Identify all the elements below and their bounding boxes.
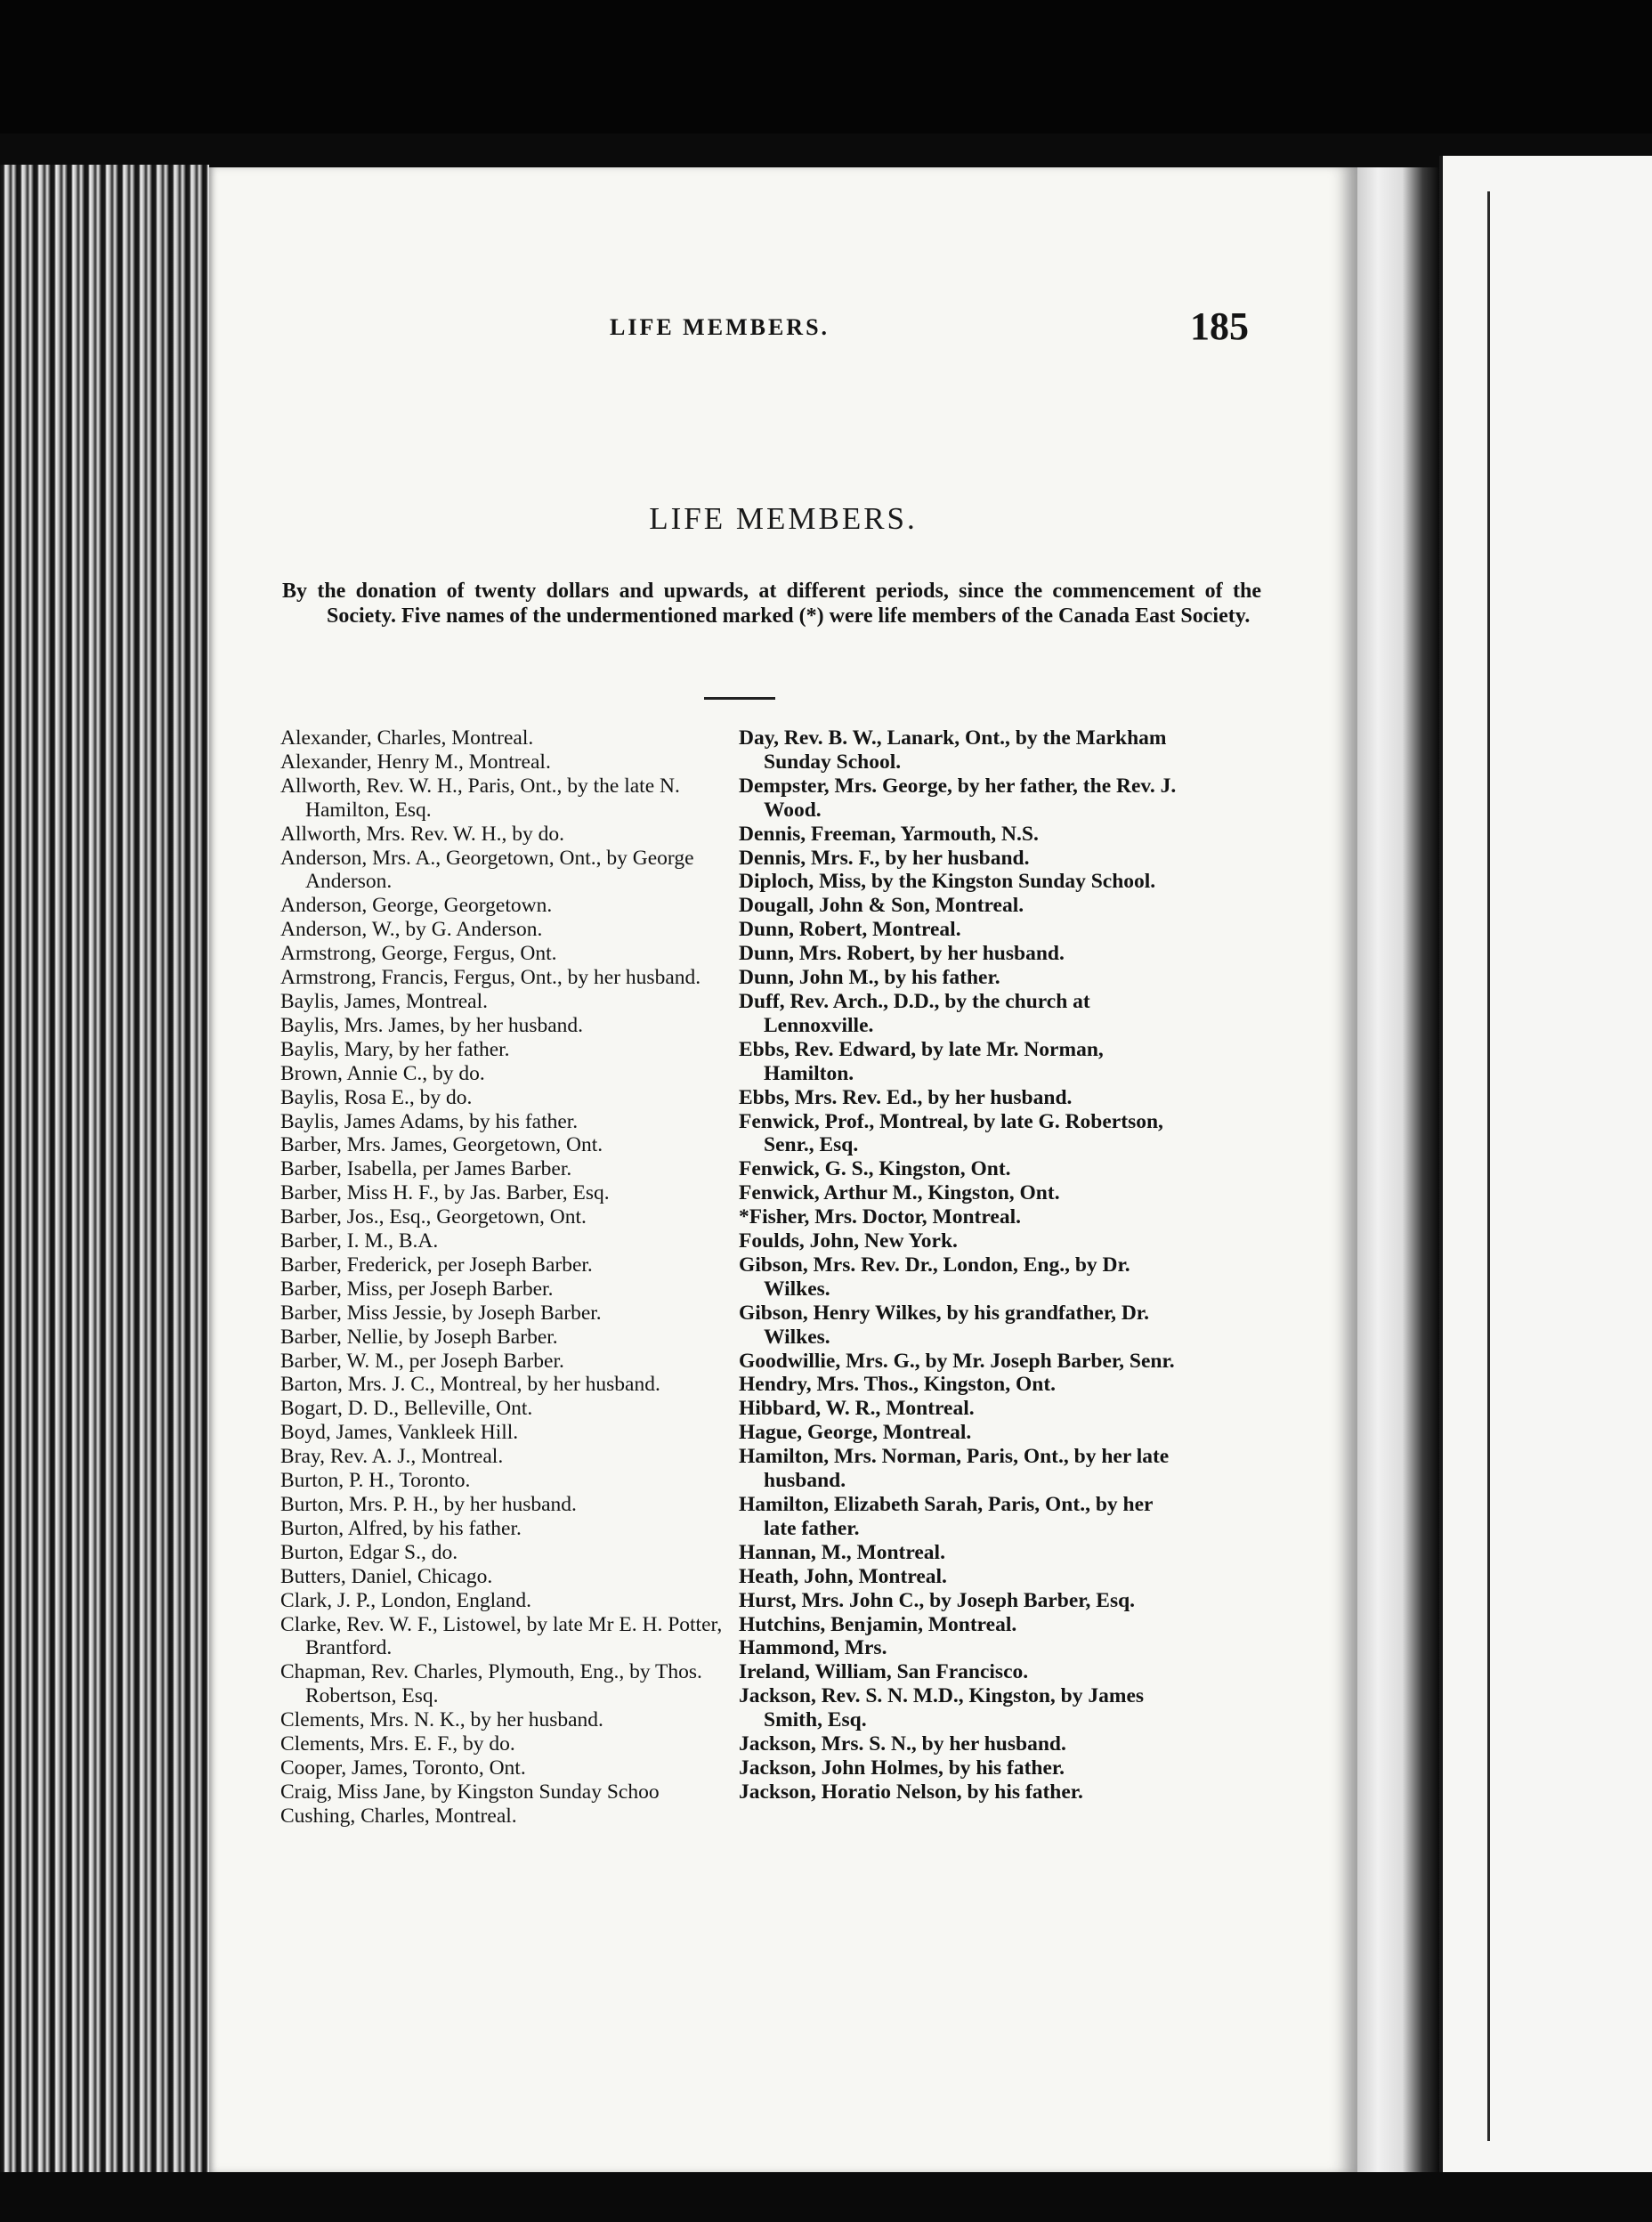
member-entry: Boyd, James, Vankleek Hill.	[280, 1421, 519, 1445]
scan-bottom-border	[0, 2172, 1652, 2222]
member-entry: Allworth, Rev. W. H., Paris, Ont., by the late N. Hamilton, Esq.	[280, 774, 680, 822]
member-entry: Barber, I. M., B.A.	[280, 1229, 439, 1253]
member-entry: Barber, Miss H. F., by Jas. Barber, Esq.	[280, 1181, 610, 1205]
member-entry: Hamilton, Elizabeth Sarah, Paris, Ont., by her late father.	[739, 1493, 1154, 1540]
member-entry: Gibson, Henry Wilkes, by his grandfather, Dr. Wilkes.	[739, 1301, 1149, 1349]
member-entry: Allworth, Mrs. Rev. W. H., by do.	[280, 822, 564, 846]
member-entry: Armstrong, George, Fergus, Ont.	[280, 942, 557, 966]
member-entry: Jackson, Horatio Nelson, by his father.	[739, 1780, 1083, 1804]
member-entry: Jackson, Rev. S. N. M.D., Kingston, by James Smith, Esq.	[739, 1684, 1145, 1732]
scan-top-border	[0, 0, 1652, 134]
member-entry: Dennis, Mrs. F., by her husband.	[739, 846, 1030, 870]
member-entry: Dennis, Freeman, Yarmouth, N.S.	[739, 822, 1039, 846]
section-rule	[704, 697, 775, 700]
member-entry: Hutchins, Benjamin, Montreal.	[739, 1612, 1017, 1636]
book-gutter	[1357, 167, 1439, 2172]
page-number: 185	[1190, 304, 1249, 348]
member-entry: Clarke, Rev. W. F., Listowel, by late Mr E. H. Potter, Brantford.	[280, 1612, 723, 1660]
member-entry: Barber, Miss, per Joseph Barber.	[280, 1277, 554, 1301]
member-entry: Burton, Alfred, by his father.	[280, 1516, 522, 1540]
member-entry: Goodwillie, Mrs. G., by Mr. Joseph Barber, Senr.	[739, 1349, 1175, 1373]
member-entry: Alexander, Henry M., Montreal.	[280, 750, 551, 774]
member-entry: Heath, John, Montreal.	[739, 1564, 947, 1588]
intro-paragraph: By the donation of twenty dollars and upwards, at different periods, since the commencement of the Society. Five names of the undermentioned marked (*) were life members of the Canada East Society.	[282, 580, 1261, 628]
member-entry: Bogart, D. D., Belleville, Ont.	[280, 1397, 533, 1421]
member-entry: Burton, Mrs. P. H., by her husband.	[280, 1493, 577, 1516]
member-entry: Brown, Annie C., by do.	[280, 1061, 485, 1085]
member-entry: Anderson, George, Georgetown.	[280, 894, 553, 918]
member-entry: Cooper, James, Toronto, Ont.	[280, 1756, 526, 1780]
member-entry: Dunn, John M., by his father.	[739, 966, 1000, 990]
member-entry: Jackson, Mrs. S. N., by her husband.	[739, 1732, 1066, 1756]
member-entry: Fenwick, Arthur M., Kingston, Ont.	[739, 1181, 1060, 1205]
members-column-right	[739, 726, 1188, 1804]
member-entry: Clark, J. P., London, England.	[280, 1588, 531, 1612]
member-entry: Barber, W. M., per Joseph Barber.	[280, 1349, 564, 1373]
member-entry: Fenwick, Prof., Montreal, by late G. Robertson, Senr., Esq.	[739, 1109, 1163, 1157]
member-entry: Clements, Mrs. N. K., by her husband.	[280, 1708, 603, 1732]
member-entry: Armstrong, Francis, Fergus, Ont., by her husband.	[280, 966, 701, 990]
member-entry: Bray, Rev. A. J., Montreal.	[280, 1445, 504, 1469]
member-entry: Alexander, Charles, Montreal.	[280, 726, 534, 750]
member-entry: Fenwick, G. S., Kingston, Ont.	[739, 1157, 1011, 1181]
running-title: LIFE MEMBERS.	[610, 314, 830, 340]
facing-page	[1439, 156, 1652, 2172]
member-entry: Ebbs, Rev. Edward, by late Mr. Norman, Hamilton.	[739, 1037, 1104, 1085]
member-entry: Gibson, Mrs. Rev. Dr., London, Eng., by Dr. Wilkes.	[739, 1253, 1130, 1301]
member-entry: Burton, P. H., Toronto.	[280, 1469, 471, 1493]
member-entry: Ebbs, Mrs. Rev. Ed., by her husband.	[739, 1085, 1073, 1109]
member-entry: Baylis, James Adams, by his father.	[280, 1109, 579, 1133]
member-entry: Hague, George, Montreal.	[739, 1421, 972, 1445]
member-entry: Barber, Miss Jessie, by Joseph Barber.	[280, 1301, 602, 1325]
member-entry: Chapman, Rev. Charles, Plymouth, Eng., by Thos. Robertson, Esq.	[280, 1660, 702, 1708]
member-entry: Baylis, Mary, by her father.	[280, 1037, 510, 1061]
member-entry: Clements, Mrs. E. F., by do.	[280, 1732, 515, 1756]
member-entry: Anderson, Mrs. A., Georgetown, Ont., by George Anderson.	[280, 846, 694, 894]
member-entry: Day, Rev. B. W., Lanark, Ont., by the Markham Sunday School.	[739, 726, 1167, 774]
member-entry: Foulds, John, New York.	[739, 1229, 958, 1253]
members-column-left	[280, 726, 730, 1829]
member-entry: Hannan, M., Montreal.	[739, 1540, 945, 1564]
member-entry: Barber, Jos., Esq., Georgetown, Ont.	[280, 1205, 587, 1229]
member-entry: Jackson, John Holmes, by his father.	[739, 1756, 1065, 1780]
member-entry: Baylis, Mrs. James, by her husband.	[280, 1013, 584, 1037]
book-page-edges	[0, 165, 209, 2172]
member-entry: Barber, Mrs. James, Georgetown, Ont.	[280, 1133, 603, 1157]
member-entry: Burton, Edgar S., do.	[280, 1540, 458, 1564]
member-entry: Hendry, Mrs. Thos., Kingston, Ont.	[739, 1373, 1057, 1397]
member-entry: Anderson, W., by G. Anderson.	[280, 918, 543, 942]
page-heading: LIFE MEMBERS.	[649, 501, 918, 536]
member-entry: Ireland, William, San Francisco.	[739, 1660, 1029, 1684]
member-entry: Duff, Rev. Arch., D.D., by the church at Lennoxville.	[739, 989, 1090, 1037]
member-entry: Barber, Frederick, per Joseph Barber.	[280, 1253, 593, 1277]
member-entry: Cushing, Charles, Montreal.	[280, 1804, 517, 1828]
member-entry: Hurst, Mrs. John C., by Joseph Barber, Esq.	[739, 1588, 1136, 1612]
member-entry: Diploch, Miss, by the Kingston Sunday School.	[739, 870, 1156, 894]
member-entry: *Fisher, Mrs. Doctor, Montreal.	[739, 1205, 1021, 1229]
member-entry: Dunn, Robert, Montreal.	[739, 918, 961, 942]
member-entry: Barber, Isabella, per James Barber.	[280, 1157, 572, 1181]
member-entry: Dempster, Mrs. George, by her father, the Rev. J. Wood.	[739, 774, 1177, 822]
member-entry: Barton, Mrs. J. C., Montreal, by her husband.	[280, 1373, 660, 1397]
member-entry: Baylis, Rosa E., by do.	[280, 1085, 473, 1109]
member-entry: Dunn, Mrs. Robert, by her husband.	[739, 942, 1065, 966]
member-entry: Barber, Nellie, by Joseph Barber.	[280, 1325, 558, 1349]
member-entry: Craig, Miss Jane, by Kingston Sunday Schoo	[280, 1780, 660, 1804]
member-entry: Dougall, John & Son, Montreal.	[739, 894, 1024, 918]
member-entry: Hibbard, W. R., Montreal.	[739, 1397, 975, 1421]
book-page	[209, 167, 1357, 2172]
facing-page-border	[1487, 191, 1652, 2141]
running-header	[209, 304, 1357, 368]
member-entry: Baylis, James, Montreal.	[280, 989, 489, 1013]
member-entry: Hamilton, Mrs. Norman, Paris, Ont., by her late husband.	[739, 1445, 1170, 1493]
member-entry: Hammond, Mrs.	[739, 1636, 887, 1660]
member-entry: Butters, Daniel, Chicago.	[280, 1564, 493, 1588]
